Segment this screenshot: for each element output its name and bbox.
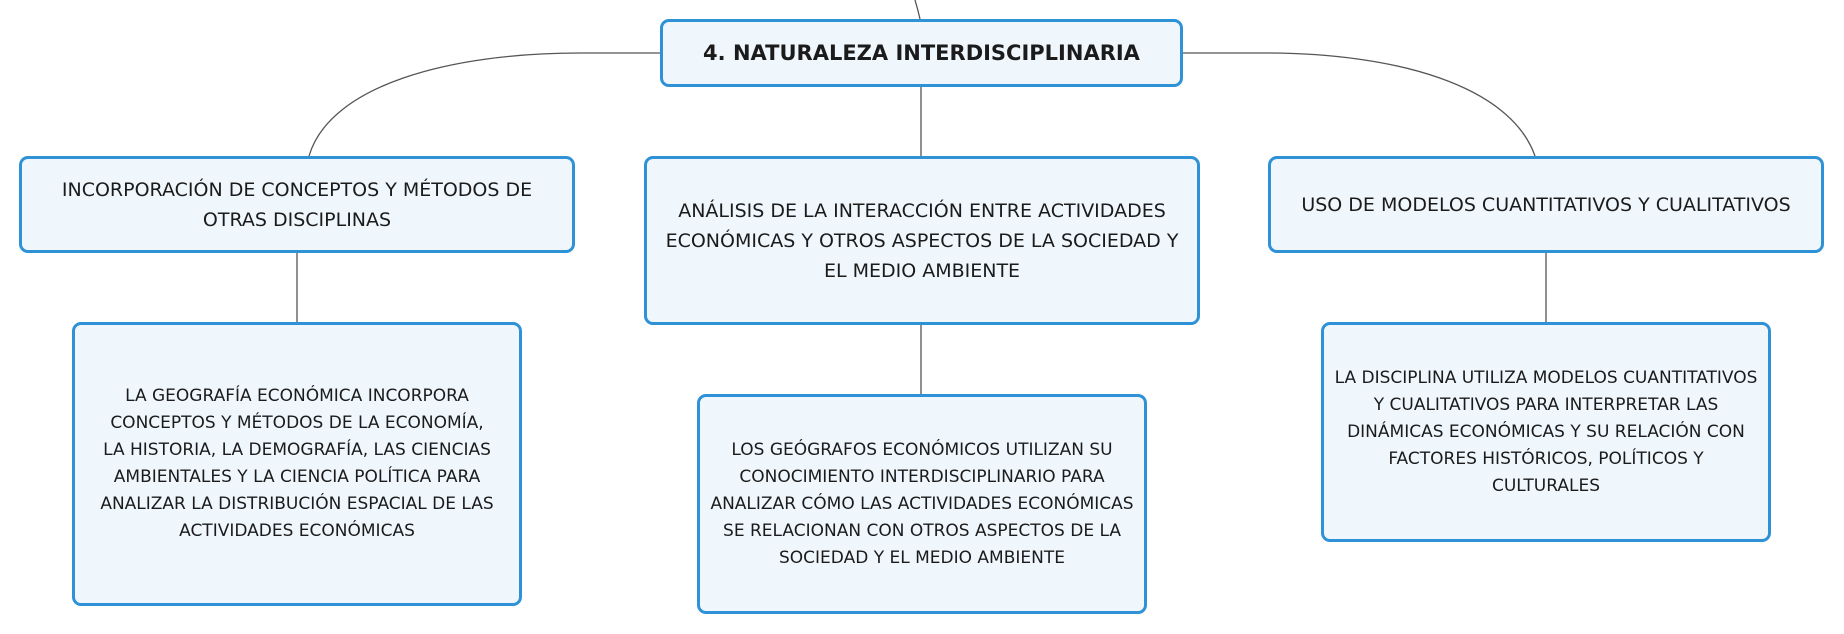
topic-label: ANÁLISIS DE LA INTERACCIÓN ENTRE ACTIVIDADES ECONÓMICAS Y OTROS ASPECTOS DE LA SOCIEDAD Y EL MEDIO AMBIENTE bbox=[665, 199, 1179, 282]
subtopic-node-interaction-detail[interactable] bbox=[697, 394, 1147, 614]
topic-label: USO DE MODELOS CUANTITATIVOS Y CUALITATIVOS bbox=[1301, 193, 1791, 216]
central-topic-label: 4. NATURALEZA INTERDISCIPLINARIA bbox=[703, 41, 1140, 65]
subtopic-node-incorporation-detail[interactable] bbox=[72, 322, 522, 606]
connector-root-to-branch-3 bbox=[1183, 53, 1535, 156]
topic-node-incorporation[interactable] bbox=[19, 156, 575, 253]
topic-label: INCORPORACIÓN DE CONCEPTOS Y MÉTODOS DE OTRAS DISCIPLINAS bbox=[61, 178, 533, 231]
central-topic-node[interactable] bbox=[660, 19, 1183, 87]
topic-node-models[interactable] bbox=[1268, 156, 1824, 253]
connector-root-to-branch-1 bbox=[309, 53, 660, 156]
subtopic-text: LA GEOGRAFÍA ECONÓMICA INCORPORA CONCEPTOS Y MÉTODOS DE LA ECONOMÍA, LA HISTORIA, LA DEMOGRAFÍA, LAS CIENCIAS AMBIENTALES Y LA CIENCIA POLÍTICA PARA ANALIZAR LA DISTRIBUCIÓN ESPACIAL DE LAS ACTIVIDADES ECONÓMICAS bbox=[100, 386, 494, 541]
subtopic-text: LOS GEÓGRAFOS ECONÓMICOS UTILIZAN SU CONOCIMIENTO INTERDISCIPLINARIO PARA ANALIZAR CÓMO LAS ACTIVIDADES ECONÓMICAS SE RELACIONAN CON OTROS ASPECTOS DE LA SOCIEDAD Y EL MEDIO AMBIENTE bbox=[710, 439, 1134, 568]
topic-node-interaction-analysis[interactable] bbox=[644, 156, 1200, 325]
connector-parent-to-root bbox=[915, 0, 920, 19]
subtopic-node-models-detail[interactable] bbox=[1321, 322, 1771, 542]
subtopic-text: LA DISCIPLINA UTILIZA MODELOS CUANTITATIVOS Y CUALITATIVOS PARA INTERPRETAR LAS DINÁMICAS ECONÓMICAS Y SU RELACIÓN CON FACTORES HISTÓRICOS, POLÍTICOS Y CULTURALES bbox=[1334, 367, 1758, 496]
